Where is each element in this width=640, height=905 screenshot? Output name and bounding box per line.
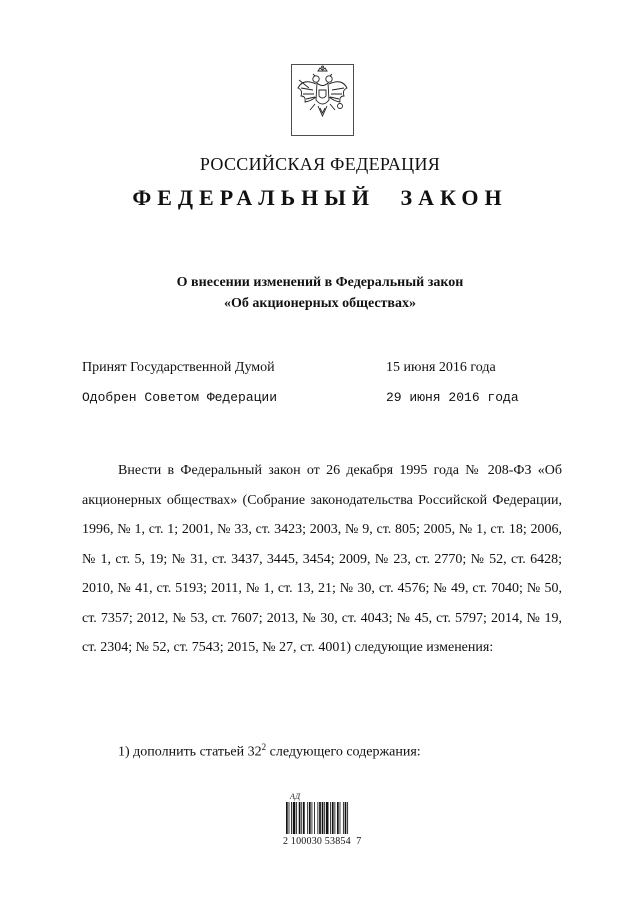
- barcode-bar: [343, 802, 344, 834]
- approval-body: Одобрен Советом Федерации: [82, 390, 278, 405]
- barcode-bar: [322, 802, 324, 834]
- list-item-text-end: следующего содержания:: [266, 744, 421, 760]
- barcode-bar: [291, 802, 292, 834]
- barcode-bar: [303, 802, 305, 834]
- barcode-bar: [345, 802, 347, 834]
- article-superscript: 2: [261, 742, 267, 752]
- barcode-bar: [312, 802, 313, 834]
- list-item-1: [118, 742, 421, 761]
- adoption-row-duma: [82, 360, 542, 380]
- main-paragraph: Внести в Федеральный закон от 26 декабря 1995 года № 208-ФЗ «Об акционерных обществах» (Собрание законодательства Российской Федерации, 1996, № 1, ст. 1; 2001, № 33, ст. 3423; 2003, № 9, ст. 805; 2005, № 1, ст. 18; 2006, № 1, ст. 5, 19; № 31, ст. 3437, 3445, 3454; 2009, № 23, ст. 2770; № 52, ст. 6428; 2010, № 41, ст. 5193; 2011, № 1, ст. 13, 21; № 30, ст. 4576; № 49, ст. 7040; № 50, ст. 7357; 2012, № 53, ст. 7607; 2013, № 30, ст. 4043; № 45, ст. 5797; 2014, № 19, ст. 2304; № 52, ст. 7543; 2015, № 27, ст. 4001) следующие изменения:: [82, 463, 562, 655]
- barcode-bar: [330, 802, 331, 834]
- barcode-bar: [340, 802, 341, 834]
- list-item-text: 1) дополнить статьей 32: [118, 744, 262, 760]
- law-title: [0, 272, 640, 314]
- barcode-bar: [337, 802, 339, 834]
- country-name: РОССИЙСКАЯ ФЕДЕРАЦИЯ: [199, 154, 441, 174]
- barcode-bar: [307, 802, 308, 834]
- barcode-bar: [301, 802, 302, 834]
- barcode-bar: [317, 802, 318, 834]
- barcode-bar: [319, 802, 321, 834]
- barcode-bar: [296, 802, 297, 834]
- law-title-line-1: О внесении изменений в Федеральный закон: [176, 275, 464, 290]
- barcode-bar: [324, 802, 325, 834]
- law-title-line-2: «Об акционерных обществах»: [223, 296, 416, 311]
- barcode-bar: [286, 802, 288, 834]
- adoption-row-council: [82, 390, 542, 410]
- barcode-bar: [299, 802, 301, 834]
- barcode-number: 2 100030 53854 7: [283, 836, 362, 847]
- adoption-body: Принят Государственной Думой: [82, 360, 275, 375]
- barcode-bar: [347, 802, 348, 834]
- barcode-bar: [326, 802, 329, 834]
- coat-of-arms-emblem: [291, 64, 354, 136]
- barcode-bar: [314, 802, 315, 834]
- barcode-mark: АД: [290, 792, 301, 801]
- barcode-image: [282, 788, 372, 858]
- barcode-bar: [309, 802, 311, 834]
- adoption-date: 15 июня 2016 года: [386, 360, 496, 375]
- barcode-bar: [332, 802, 334, 834]
- approval-date: 29 июня 2016 года: [386, 390, 519, 405]
- barcode-bar: [293, 802, 296, 834]
- document-type-heading: ФЕДЕРАЛЬНЫЙ ЗАКОН: [132, 185, 508, 210]
- barcode-bar: [334, 802, 335, 834]
- barcode-bar: [289, 802, 290, 834]
